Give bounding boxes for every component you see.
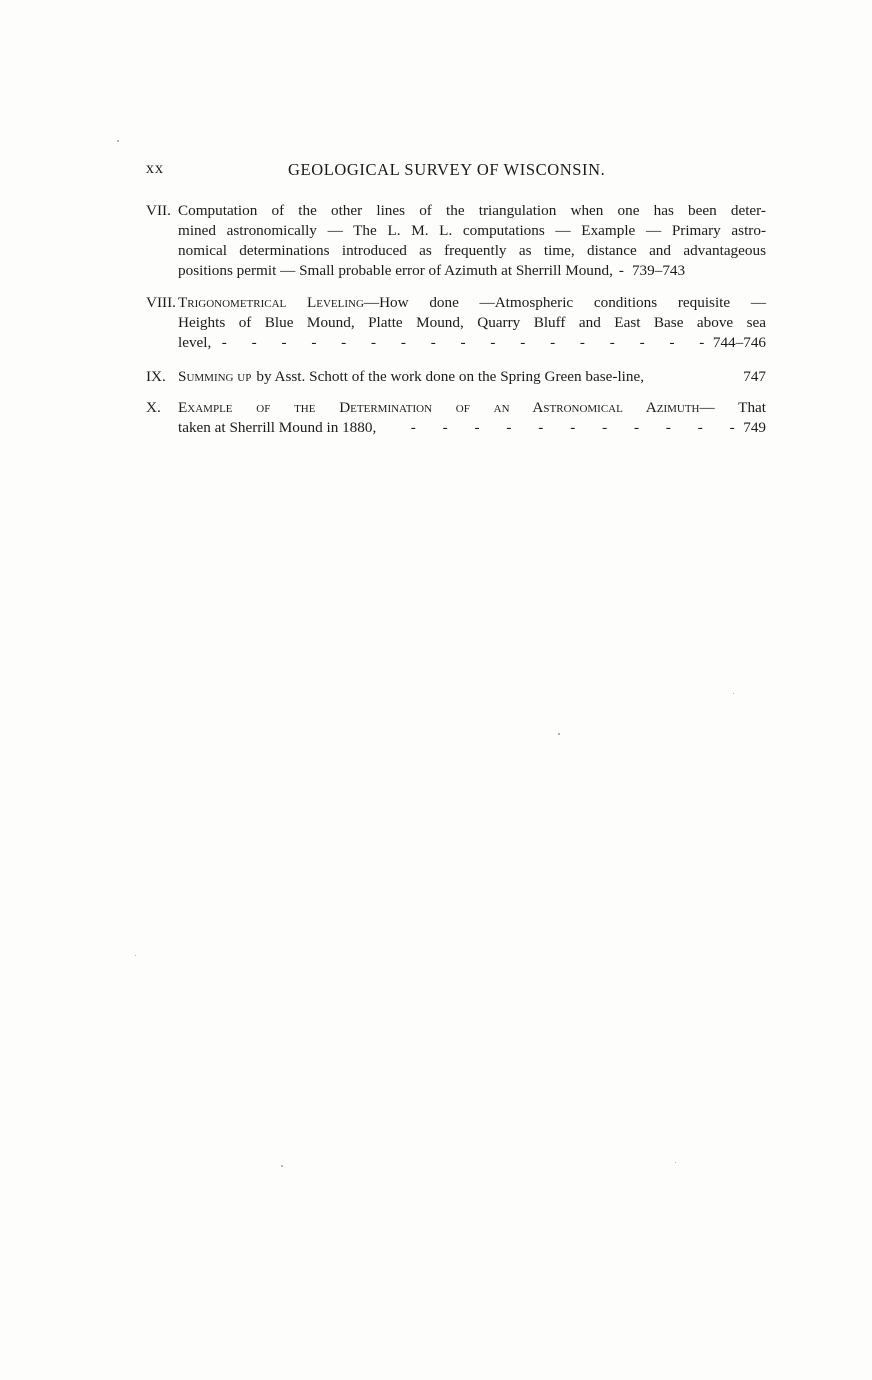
toc-line [146,293,766,313]
entry-text: level, [178,334,212,351]
entry-pages: 744–746 [712,334,766,351]
entry-numeral: VIII. [146,294,176,311]
dot-leaders: - - - - - - - - - - - - - - - - - [221,334,705,351]
entry-text: positions permit — Small probable error of Azimuth at Sherrill Mound, [178,262,613,279]
scan-speck [117,140,119,142]
toc-line [146,333,766,353]
toc-line [146,313,766,333]
toc-line [146,418,766,438]
entry-text: Heights of Blue Mound, Platte Mound, Quarry Bluff and East Base above sea [178,314,766,331]
entry-pages: 747 [743,368,766,385]
toc-line [146,367,766,387]
entry-text: Computation of the other lines of the triangulation when one has been deter- [178,202,766,219]
page-header [146,160,766,184]
entry-text: nomical determinations introduced as frequently as time, distance and advantageous [178,242,766,259]
toc-line [146,261,766,281]
scan-speck [558,733,560,735]
entry-numeral: X. [146,399,161,416]
running-title: GEOLOGICAL SURVEY OF WISCONSIN. [288,160,606,179]
page-number: xx [146,160,164,177]
leader-dash: - [618,262,624,279]
entry-title: Summing up [178,368,252,385]
toc-entry-ix [146,367,766,387]
entry-text: by Asst. Schott of the work done on the Spring Green base-line, [256,368,645,385]
toc-line [146,221,766,241]
entry-pages: 749 [743,419,766,436]
entry-text: taken at Sherrill Mound in 1880, [178,419,377,436]
scan-speck [733,693,734,694]
entry-title: Trigonometrical Leveling [178,294,364,311]
toc-entry-vii [146,201,766,281]
entry-pages: 739–743 [631,262,686,279]
scan-speck [135,955,136,956]
entry-text: mined astronomically — The L. M. L. computations — Example — Primary astro- [178,222,766,239]
entry-text: —How done —Atmospheric conditions requisite — [363,294,767,311]
toc-entry-x [146,398,766,438]
entry-title: Example of the Determination of an Astronomical Azimuth [178,399,700,416]
scan-speck [281,1165,283,1167]
dot-leaders: - - - - - - - - - - - [410,419,735,436]
entry-numeral: IX. [146,368,166,385]
entry-numeral: VII. [146,202,171,219]
scan-speck [675,1162,676,1163]
entry-text: — That [699,399,766,416]
toc-entry-viii [146,293,766,353]
toc-line [146,241,766,261]
toc-line [146,201,766,221]
toc-line [146,398,766,418]
